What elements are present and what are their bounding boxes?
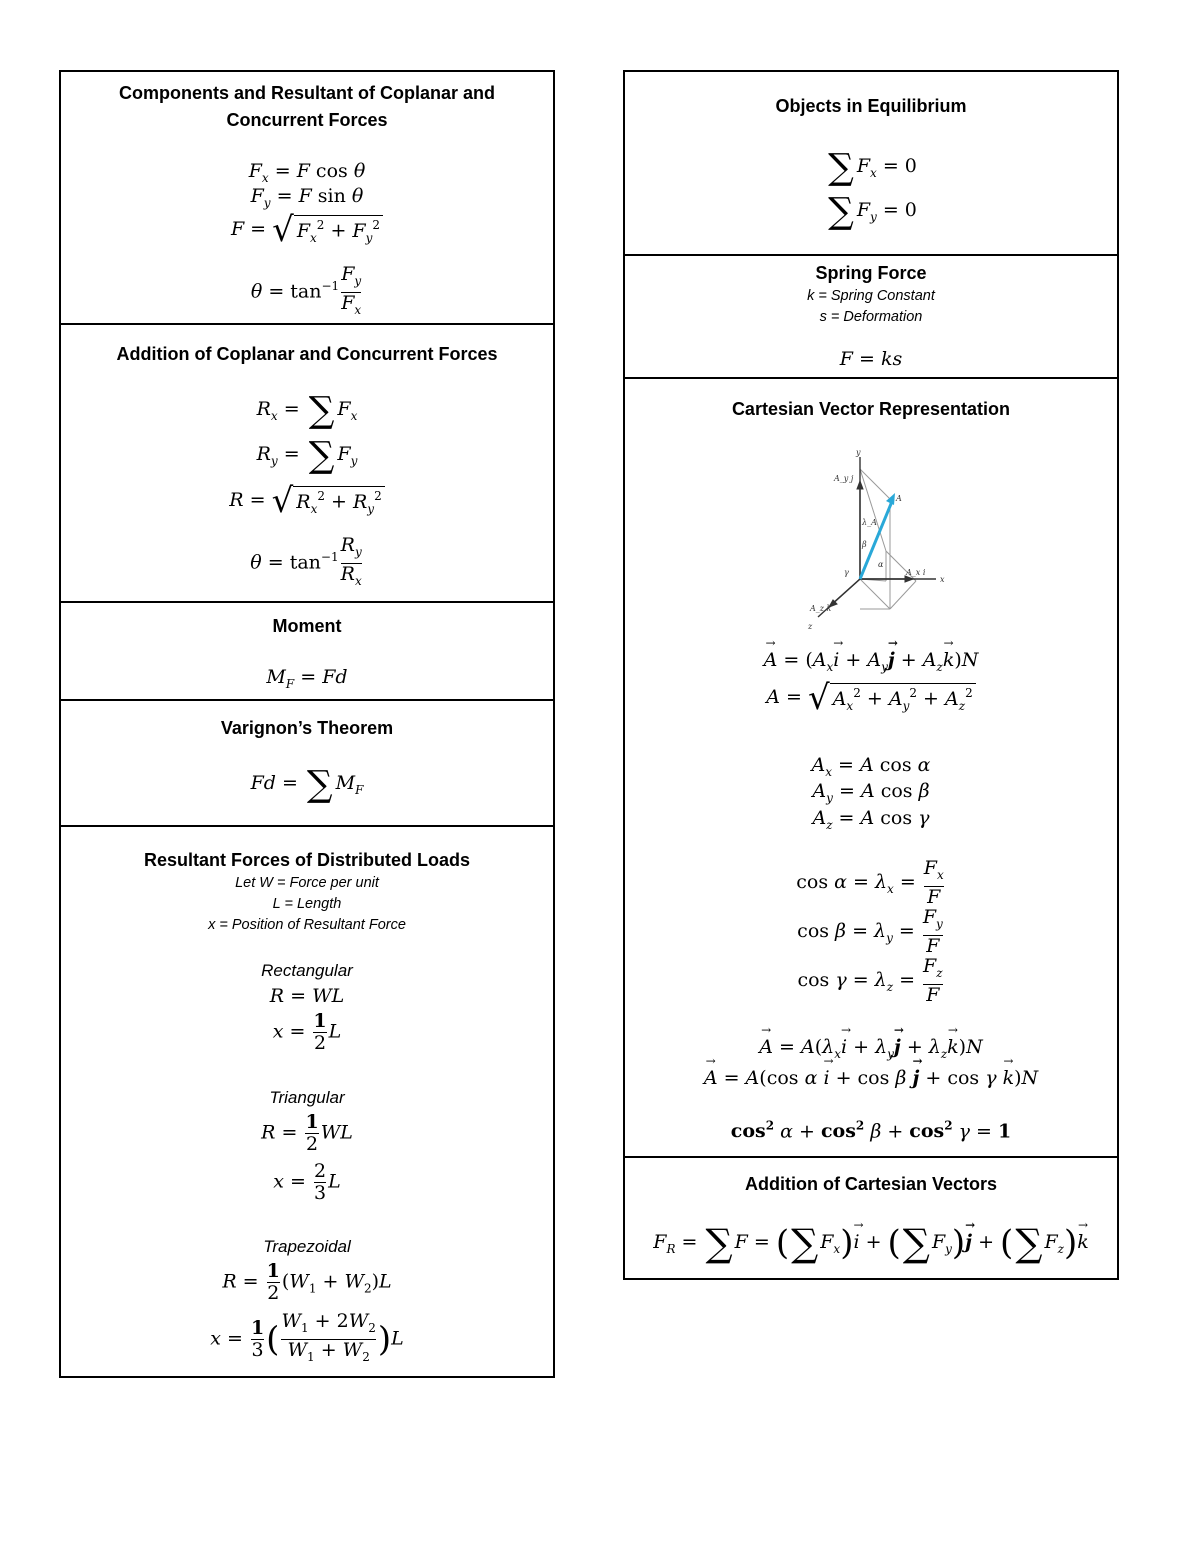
- eq-r-magnitude: R = √ $R_x^2 + R_y^2$: [61, 484, 553, 518]
- eq-fy-sin: $F_y = F$ sin θ: [250, 185, 364, 210]
- cartesian-addition-section: [625, 1156, 1117, 1282]
- eq-trap-r: R = $\frac{1}{2}$ $(W_1 + W_2)L$: [222, 1260, 392, 1304]
- eq-tri-x: x = $\frac{2}{3}$ L: [273, 1160, 341, 1204]
- rectangular-label: Rectangular: [261, 961, 353, 980]
- equilibrium-section: [625, 72, 1117, 254]
- components-section: [61, 72, 553, 323]
- note-l: L = Length: [272, 896, 342, 912]
- fig-axis-y: y: [856, 449, 861, 457]
- eq-varignon: Fd = ∑ $M_F$: [250, 764, 364, 805]
- eq-fx-cos: $F_x = F$ cos θ: [248, 160, 366, 185]
- fig-label-beta: β: [862, 540, 867, 549]
- fig-axis-z: z: [808, 622, 813, 631]
- eq-cos-alpha: $\cos \alpha = \lambda_x$ = $\frac{F_x}{F}$: [796, 857, 944, 908]
- eq-rect-r: R = WL: [269, 985, 345, 1007]
- cartesian-section: [625, 377, 1117, 1156]
- distributed-section: [61, 825, 553, 1380]
- fig-label-az: A_z k: [810, 604, 832, 613]
- eq-a-cos: A → = A(cos α i → + cos β j → + cos γ k →)N: [625, 1067, 1117, 1089]
- cartesian-addition-title: Addition of Cartesian Vectors: [744, 1174, 998, 1194]
- varignon-section: [61, 699, 553, 825]
- eq-a-vector: A → = ($A_xi$ → + $A_yj$ → + $A_zk \to)N$: [625, 649, 1117, 674]
- distributed-title: Resultant Forces of Distributed Loads: [143, 850, 471, 870]
- addition-title: Addition of Coplanar and Concurrent Forces: [116, 344, 498, 364]
- eq-cos-gamma: $\cos \gamma = \lambda_z$ = $\frac{F_z}{F}$: [797, 955, 943, 1006]
- trapezoidal-label: Trapezoidal: [263, 1237, 351, 1256]
- eq-sum-fx-zero: ∑ $F_x = 0$: [828, 147, 917, 188]
- eq-a-lambda: A → = $A(\lambda_xi$ → + $\lambda_yj$ → + $\lambda_zk \to)N$: [625, 1036, 1117, 1061]
- left-column: [59, 70, 555, 1378]
- fig-label-gamma: γ: [844, 568, 849, 577]
- eq-rx-sum: $R_x$ = ∑ $F_x$: [256, 390, 358, 431]
- eq-ry-sum: $R_y$ = ∑ $F_y$: [256, 435, 358, 476]
- eq-a-magnitude: A = √ $A_x^2 + A_y^2 + A_z^2$: [625, 681, 1117, 715]
- eq-f-magnitude: F = √ $F_x^2 + F_y^2$: [61, 213, 553, 247]
- eq-spring: F = ks: [839, 348, 903, 370]
- fig-label-lambda: λ_A: [862, 518, 877, 527]
- cartesian-title: Cartesian Vector Representation: [731, 399, 1011, 419]
- right-column: [623, 70, 1119, 1280]
- varignon-title: Varignon’s Theorem: [220, 718, 394, 738]
- eq-ax-cos: $A_x = A$ cos α: [811, 754, 931, 779]
- moment-title: Moment: [272, 616, 342, 636]
- eq-rect-x: x = $\frac{1}{2}$ L: [272, 1010, 342, 1054]
- note-w: Let W = Force per unit: [235, 875, 379, 891]
- eq-moment: $M_F = Fd$: [266, 666, 348, 691]
- fig-label-ay: A_y j: [834, 474, 854, 483]
- components-title-line2: Concurrent Forces: [226, 110, 388, 130]
- eq-trap-x: x = $\frac{1}{3}$ ( $\frac{W_1 + 2W_2}{W_1 + W_2}$ )L: [61, 1311, 553, 1368]
- eq-ay-cos: $A_y = A$ cos β: [812, 780, 930, 805]
- spring-section: [625, 254, 1117, 377]
- eq-sum-fy-zero: ∑ $F_y = 0$: [828, 191, 917, 232]
- moment-section: [61, 601, 553, 699]
- eq-tri-r: R = $\frac{1}{2}$ WL: [261, 1111, 353, 1155]
- note-x: x = Position of Resultant Force: [208, 917, 406, 933]
- components-title-line1: Components and Resultant of Coplanar and: [118, 83, 495, 103]
- triangular-label: Triangular: [269, 1088, 345, 1107]
- eq-theta-tan: $\theta = \tan^{-1}$ $\frac{F_y}{F_x}$: [61, 264, 553, 321]
- eq-cos-identity: $\cos^2 \alpha + \cos^2 \beta + \cos^2 \gamma = 1$: [730, 1119, 1012, 1143]
- eq-theta-r: $\theta = \tan^{-1}$ $\frac{R_y}{R_x}$: [61, 535, 553, 592]
- eq-az-cos: $A_z = A$ cos γ: [812, 807, 930, 832]
- fig-label-ax: A_x i: [906, 568, 926, 577]
- eq-cos-beta: $\cos \beta = \lambda_y$ = $\frac{F_y}{F}$: [797, 906, 943, 957]
- fig-axis-x: x: [940, 575, 945, 584]
- fig-label-alpha: α: [878, 560, 884, 569]
- vector-figure: [798, 449, 958, 639]
- addition-section: [61, 323, 553, 601]
- note-s: s = Deformation: [819, 309, 923, 325]
- spring-title: Spring Force: [815, 263, 927, 283]
- fig-label-a: A: [896, 494, 902, 503]
- note-k: k = Spring Constant: [807, 288, 935, 304]
- equilibrium-title: Objects in Equilibrium: [775, 96, 967, 116]
- eq-fr-sum: $F_R$ = ∑ F = (∑ $F_x)i$ → + (∑ $F_y)j$ → + (∑ $F_z)k$ →: [625, 1224, 1117, 1262]
